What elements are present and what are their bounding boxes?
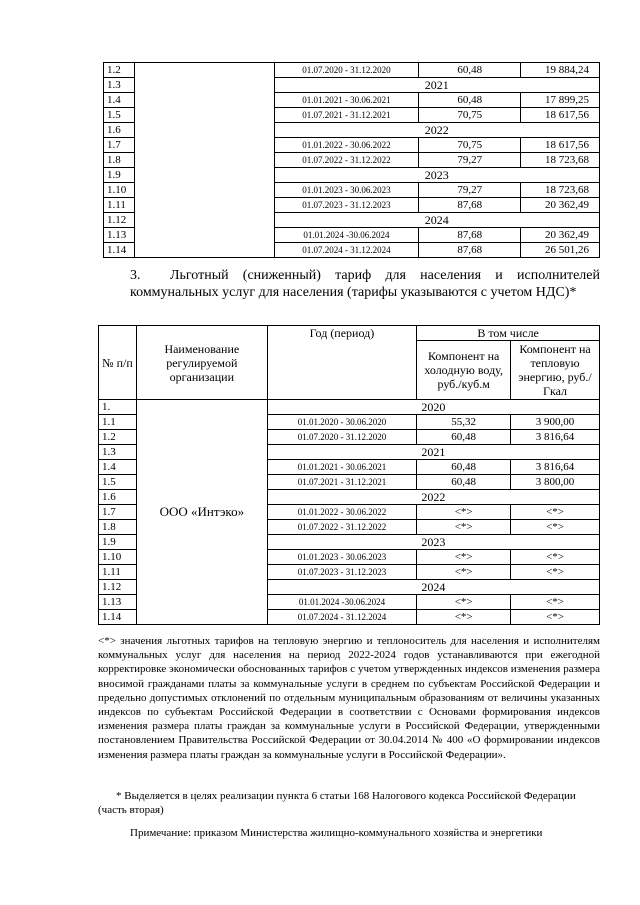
year-cell: 2021 — [267, 445, 599, 460]
row-number: 1.6 — [99, 490, 137, 505]
value-cell: <*> — [417, 505, 511, 520]
value-cell: 18 723,68 — [521, 183, 600, 198]
row-number: 1.4 — [104, 93, 135, 108]
value-cell: 60,48 — [417, 460, 511, 475]
section-number: 3. — [130, 268, 141, 283]
value-cell: 19 884,24 — [521, 63, 600, 78]
row-number: 1.2 — [99, 430, 137, 445]
row-number: 1.3 — [99, 445, 137, 460]
value-cell: <*> — [417, 520, 511, 535]
value-cell: 3 816,64 — [511, 460, 600, 475]
period-cell: 01.07.2023 - 31.12.2023 — [267, 565, 417, 580]
value-cell: 3 800,00 — [511, 475, 600, 490]
value-cell: <*> — [511, 505, 600, 520]
period-cell: 01.01.2021 - 30.06.2021 — [267, 460, 417, 475]
value-cell: 60,48 — [419, 63, 521, 78]
footnote-text: * Выделяется в целях реализации пункта 6 статьи 168 Налогового кодекса Российской Федерации (часть вторая) — [98, 790, 576, 816]
tariff-table-continued — [103, 62, 600, 258]
table-row — [104, 63, 600, 78]
value-cell: 26 501,26 — [521, 243, 600, 258]
value-cell: <*> — [511, 550, 600, 565]
value-cell: 70,75 — [419, 138, 521, 153]
period-cell: 01.07.2021 - 31.12.2021 — [274, 108, 419, 123]
period-cell: 01.07.2020 - 31.12.2020 — [274, 63, 419, 78]
value-cell: 20 362,49 — [521, 198, 600, 213]
row-number: 1.9 — [99, 535, 137, 550]
header-row — [99, 326, 600, 341]
table-row — [99, 400, 600, 415]
value-cell: 87,68 — [419, 198, 521, 213]
header-num: № п/п — [99, 326, 137, 400]
period-cell: 01.07.2024 - 31.12.2024 — [267, 610, 417, 625]
row-number: 1.7 — [99, 505, 137, 520]
preferential-tariff-table — [98, 325, 600, 625]
period-cell: 01.07.2020 - 31.12.2020 — [267, 430, 417, 445]
year-cell: 2022 — [267, 490, 599, 505]
value-cell: <*> — [417, 565, 511, 580]
org-name: ООО «Интэко» — [136, 400, 267, 625]
value-cell: 60,48 — [419, 93, 521, 108]
row-number: 1.3 — [104, 78, 135, 93]
row-number: 1.11 — [104, 198, 135, 213]
row-number: 1.13 — [99, 595, 137, 610]
header-group: В том числе — [417, 326, 600, 341]
period-cell: 01.07.2021 - 31.12.2021 — [267, 475, 417, 490]
period-cell: 01.01.2020 - 30.06.2020 — [267, 415, 417, 430]
row-number: 1.12 — [104, 213, 135, 228]
value-cell: 18 617,56 — [521, 108, 600, 123]
value-cell: 60,48 — [417, 475, 511, 490]
value-cell: 79,27 — [419, 183, 521, 198]
period-cell: 01.01.2024 -30.06.2024 — [267, 595, 417, 610]
row-number: 1.14 — [104, 243, 135, 258]
value-cell: <*> — [511, 595, 600, 610]
row-number: 1.11 — [99, 565, 137, 580]
row-number: 1.4 — [99, 460, 137, 475]
value-cell: <*> — [417, 550, 511, 565]
row-number: 1.2 — [104, 63, 135, 78]
year-cell: 2020 — [267, 400, 599, 415]
year-cell: 2023 — [274, 168, 599, 183]
value-cell: <*> — [511, 610, 600, 625]
row-number: 1.1 — [99, 415, 137, 430]
row-number: 1.9 — [104, 168, 135, 183]
header-org: Наименование регулируемой организации — [136, 326, 267, 400]
value-cell: 70,75 — [419, 108, 521, 123]
row-number: 1.5 — [104, 108, 135, 123]
value-cell: <*> — [417, 595, 511, 610]
org-cell — [134, 63, 274, 258]
row-number: 1.5 — [99, 475, 137, 490]
period-cell: 01.07.2023 - 31.12.2023 — [274, 198, 419, 213]
remark-text: Примечание: приказом Министерства жилищно-коммунального хозяйства и энергетики — [130, 827, 543, 839]
value-cell: 87,68 — [419, 243, 521, 258]
asterisk-note: <*> значения льготных тарифов на тепловую энергию и теплоноситель для населения и исполнителям коммунальных услуг для населения на период 2022-2024 годов устанавливаются при ежегодной корректировке экономически обоснованных тарифов с учетом утвержденных индексов изменения размера вносимой гражданами платы за коммунальные услуги в среднем по субъектам Российской Федерации и предельно допустимых отклонений по отдельным муниципальным образованиям от величины указанных индексов по субъектам Российской Федерации в соответствии с Основами формирования индексов изменения размера платы граждан за коммунальные услуги в Российской Федерации, утвержденными постановлением Правительства Российской Федерации от 30.04.2014 № 400 «О формировании индексов изменения размера платы граждан за коммунальные услуги в Российской Федерации». — [98, 635, 600, 761]
value-cell: 17 899,25 — [521, 93, 600, 108]
value-cell: 87,68 — [419, 228, 521, 243]
value-cell: <*> — [417, 610, 511, 625]
period-cell: 01.01.2023 - 30.06.2023 — [267, 550, 417, 565]
row-number: 1.10 — [99, 550, 137, 565]
row-number: 1.7 — [104, 138, 135, 153]
period-cell: 01.01.2022 - 30.06.2022 — [274, 138, 419, 153]
value-cell: <*> — [511, 520, 600, 535]
value-cell: 79,27 — [419, 153, 521, 168]
value-cell: 60,48 — [417, 430, 511, 445]
footnote — [98, 789, 600, 817]
year-cell: 2022 — [274, 123, 599, 138]
period-cell: 01.01.2022 - 30.06.2022 — [267, 505, 417, 520]
section-heading — [130, 267, 600, 301]
year-cell: 2024 — [267, 580, 599, 595]
row-number: 1. — [99, 400, 137, 415]
row-number: 1.14 — [99, 610, 137, 625]
row-number: 1.13 — [104, 228, 135, 243]
header-heat: Компонент на тепловую энергию, руб./Гкал — [511, 341, 600, 400]
row-number: 1.6 — [104, 123, 135, 138]
value-cell: 20 362,49 — [521, 228, 600, 243]
header-period: Год (период) — [267, 326, 417, 400]
row-number: 1.8 — [104, 153, 135, 168]
value-cell: 18 617,56 — [521, 138, 600, 153]
value-cell: 18 723,68 — [521, 153, 600, 168]
value-cell: 55,32 — [417, 415, 511, 430]
period-cell: 01.07.2022 - 31.12.2022 — [274, 153, 419, 168]
period-cell: 01.01.2024 -30.06.2024 — [274, 228, 419, 243]
period-cell: 01.07.2022 - 31.12.2022 — [267, 520, 417, 535]
value-cell: 3 900,00 — [511, 415, 600, 430]
period-cell: 01.01.2023 - 30.06.2023 — [274, 183, 419, 198]
value-cell: <*> — [511, 565, 600, 580]
header-cold-water: Компонент на холодную воду, руб./куб.м — [417, 341, 511, 400]
row-number: 1.10 — [104, 183, 135, 198]
row-number: 1.12 — [99, 580, 137, 595]
section-title: Льготный (сниженный) тариф для населения и исполнителей коммунальных услуг для населения (тарифы указываются с учетом НДС)* — [130, 268, 600, 300]
year-cell: 2023 — [267, 535, 599, 550]
period-cell: 01.07.2024 - 31.12.2024 — [274, 243, 419, 258]
row-number: 1.8 — [99, 520, 137, 535]
year-cell: 2021 — [274, 78, 599, 93]
value-cell: 3 816,64 — [511, 430, 600, 445]
year-cell: 2024 — [274, 213, 599, 228]
period-cell: 01.01.2021 - 30.06.2021 — [274, 93, 419, 108]
